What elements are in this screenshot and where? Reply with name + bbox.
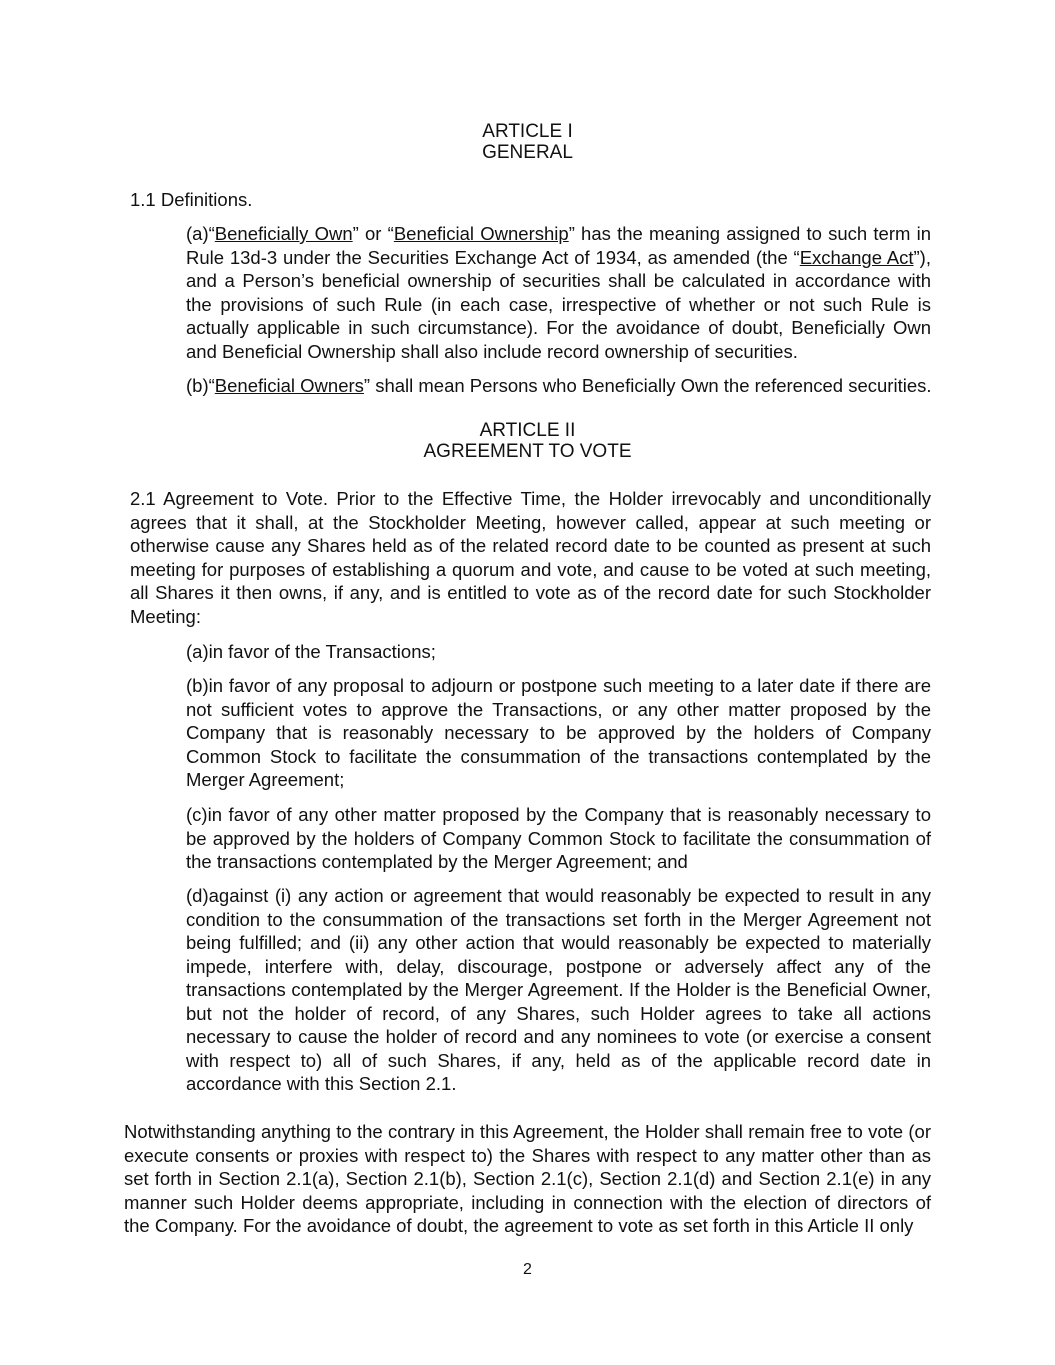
clause-a: (a)in favor of the Transactions; xyxy=(186,641,436,662)
definition-a-marker: (a) xyxy=(186,223,209,244)
clause-a-marker: (a) xyxy=(186,641,209,662)
term-exchange-act: Exchange Act xyxy=(799,246,914,268)
term-beneficial-owners: Beneficial Owners xyxy=(214,375,364,396)
clause-d: (d)against (i) any action or agreement that would reasonably be expected to result in any condition to the consummation of the transactions set forth in the Merger Agreement not being fulfilled; and (ii) any other action that would reasonably be expected to materially impede, interfere with, delay, discourage, postpone or adversely affect any of the transactions contemplated by the Merger Agreement. If the Holder is the Beneficial Owner, but not the holder of record, of any Shares, such Holder agrees to take all actions necessary to cause the holder of record and any nominees to vote (or exercise a consent with respect to) all of such Shares, if any, held as of the applicable record date in accordance with this Section 2.1. xyxy=(186,885,931,1094)
definition-b: (b)“Beneficial Owners” shall mean Persons who Beneficially Own the referenced securities. xyxy=(186,375,932,396)
article-1-subtitle: GENERAL xyxy=(482,142,573,163)
section-2-1-paragraph: 2.1 Agreement to Vote. Prior to the Effective Time, the Holder irrevocably and unconditionally agrees that it shall, at the Stockholder Meeting, however called, appear at such meeting or otherwise cause any Shares held as of the related record date to be counted as present at such meeting for purposes of establishing a quorum and vote, and cause to be voted at such meeting, all Shares it then owns, if any, and is entitled to vote as of the record date for such Stockholder Meeting: xyxy=(130,488,931,627)
notwithstanding-paragraph: Notwithstanding anything to the contrary in this Agreement, the Holder shall remain free to vote (or execute consents or proxies with respect to) the Shares with respect to any matter other than as set forth in Section 2.1(a), Section 2.1(b), Section 2.1(c), Section 2.1(d) and Section 2.1(e) in any manner such Holder deems appropriate, including in connection with the election of directors of the Company. For the avoidance of doubt, the agreement to vote as set forth in this Article II only xyxy=(124,1121,931,1236)
clause-c: (c)in favor of any other matter proposed by the Company that is reasonably necessary to be approved by the holders of Company Common Stock to facilitate the consummation of the transactions contemplated by the Merger Agreement; and xyxy=(186,804,931,872)
article-2-title: ARTICLE II xyxy=(479,420,576,441)
clause-c-marker: (c) xyxy=(186,804,208,825)
article-2-subtitle: AGREEMENT TO VOTE xyxy=(423,441,632,462)
section-1-1-heading: 1.1 Definitions. xyxy=(130,189,253,210)
page-number: 2 xyxy=(523,1261,532,1278)
definition-b-marker: (b) xyxy=(186,375,209,396)
article-1-title: ARTICLE I xyxy=(482,121,573,142)
clause-b: (b)in favor of any proposal to adjourn or postpone such meeting to a later date if there are not sufficient votes to approve the Transactions, or any other matter proposed by the Company that is reasonably necessary to be approved by the holders of Company Common Stock to facilitate the consummation of the transactions contemplated by the Merger Agreement; xyxy=(186,675,931,790)
term-beneficially-own: Beneficially Own xyxy=(214,223,353,244)
term-beneficial-ownership: Beneficial Ownership xyxy=(393,223,569,244)
clause-b-marker: (b) xyxy=(186,675,209,696)
definition-a: (a)“Beneficially Own” or “Beneficial Ownership” has the meaning assigned to such term in Rule 13d-3 under the Securities Exchange Act of 1934, as amended (the “Exchange Act”), and a Person’s beneficial ownership of securities shall be calculated in accordance with the provisions of such Rule (in each case, irrespective of whether or not such Rule is actually applicable in such circumstance). For the avoidance of doubt, Beneficially Own and Beneficial Ownership shall also include record ownership of securities. xyxy=(186,223,931,362)
clause-d-marker: (d) xyxy=(186,885,209,906)
